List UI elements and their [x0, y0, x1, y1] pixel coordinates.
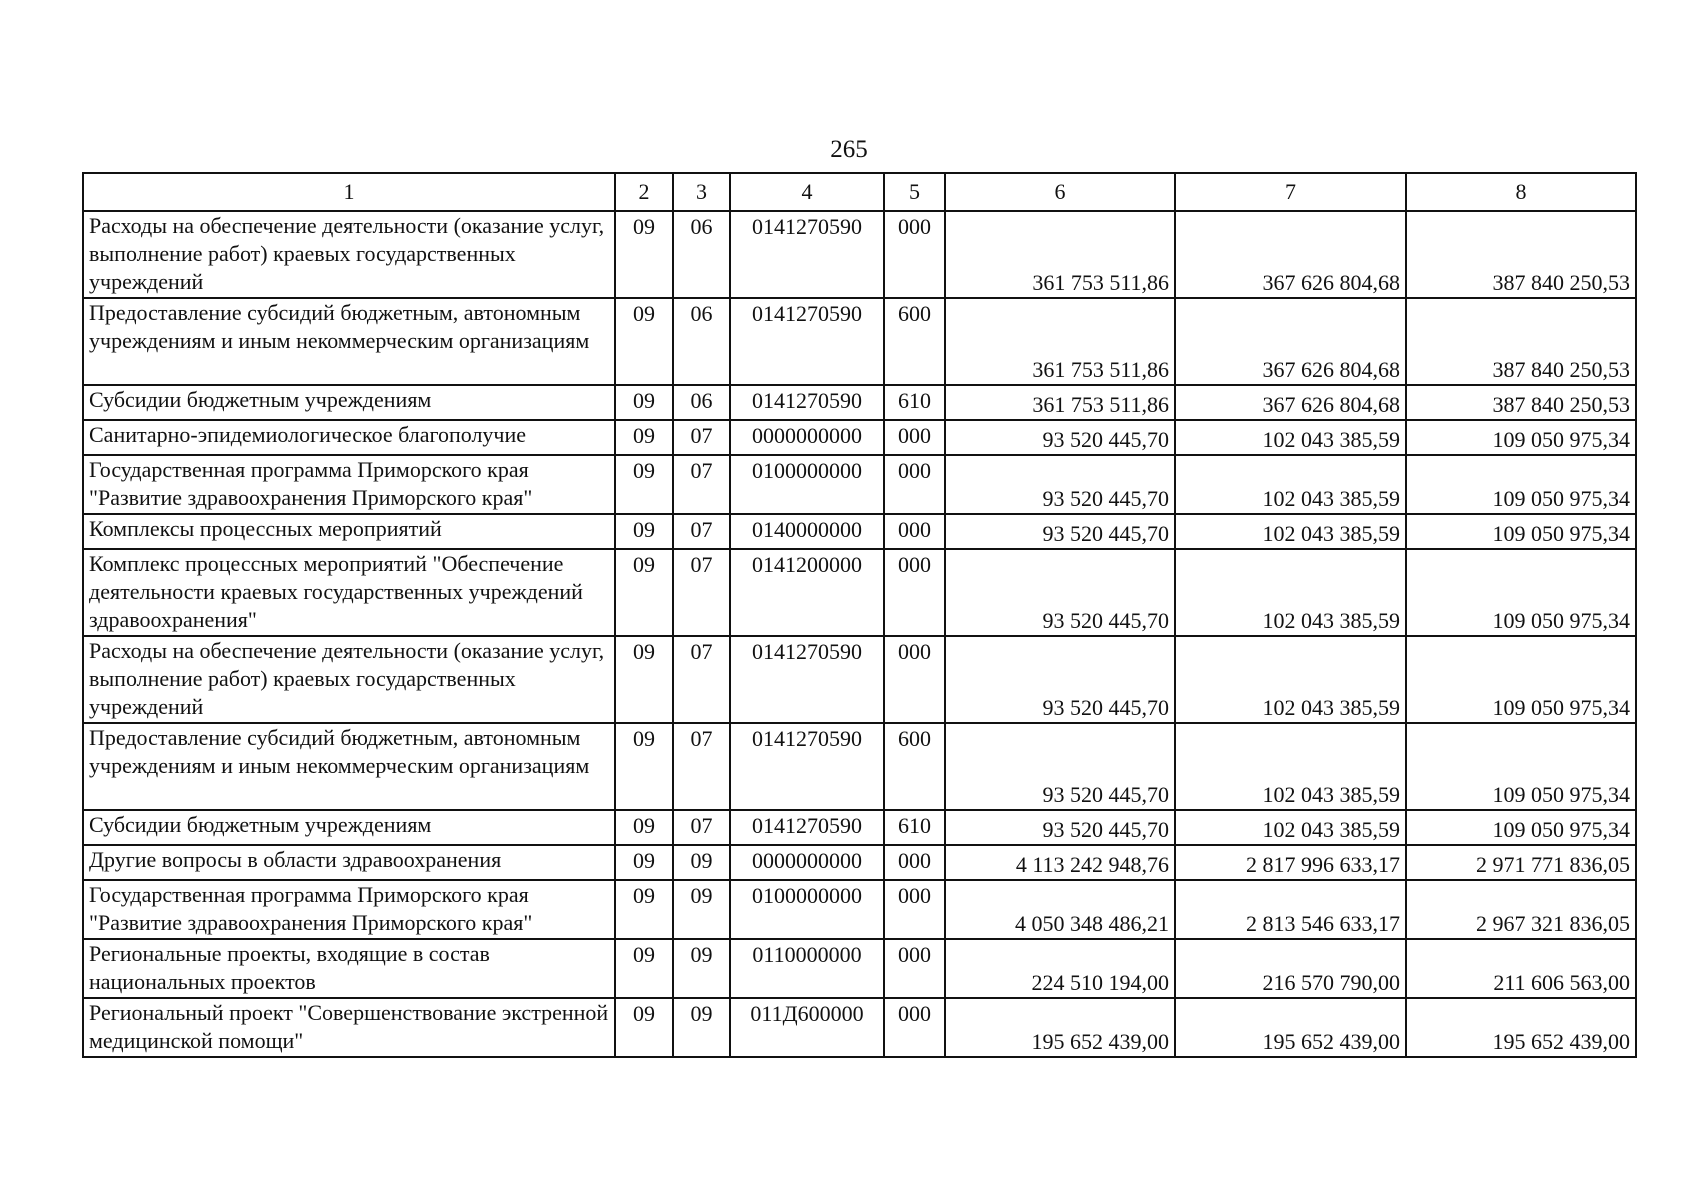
- table-row: [83, 549, 1636, 636]
- column-header: 6: [945, 173, 1175, 211]
- row-amount-6: 93 520 445,70: [945, 420, 1175, 455]
- row-amount-7: 367 626 804,68: [1175, 298, 1406, 385]
- row-code-4: 0000000000: [730, 845, 884, 880]
- row-code-4: 0110000000: [730, 939, 884, 998]
- row-code-2: 09: [615, 845, 673, 880]
- row-code-3: 06: [673, 211, 730, 298]
- row-amount-6: 361 753 511,86: [945, 385, 1175, 420]
- row-code-4: 0141200000: [730, 549, 884, 636]
- row-code-3: 07: [673, 455, 730, 514]
- row-code-5: 000: [884, 420, 945, 455]
- row-code-5: 000: [884, 455, 945, 514]
- row-amount-7: 367 626 804,68: [1175, 211, 1406, 298]
- row-code-2: 09: [615, 455, 673, 514]
- row-code-2: 09: [615, 998, 673, 1057]
- row-code-5: 000: [884, 211, 945, 298]
- row-amount-6: 4 050 348 486,21: [945, 880, 1175, 939]
- row-amount-7: 195 652 439,00: [1175, 998, 1406, 1057]
- row-amount-7: 102 043 385,59: [1175, 455, 1406, 514]
- row-code-2: 09: [615, 514, 673, 549]
- row-amount-7: 102 043 385,59: [1175, 723, 1406, 810]
- row-amount-7: 102 043 385,59: [1175, 420, 1406, 455]
- row-amount-7: 2 813 546 633,17: [1175, 880, 1406, 939]
- row-amount-8: 195 652 439,00: [1406, 998, 1636, 1057]
- row-name: Субсидии бюджетным учреждениям: [83, 385, 615, 420]
- column-header: 1: [83, 173, 615, 211]
- row-code-4: 0100000000: [730, 455, 884, 514]
- row-code-4: 0141270590: [730, 810, 884, 845]
- row-code-2: 09: [615, 810, 673, 845]
- row-name: Другие вопросы в области здравоохранения: [83, 845, 615, 880]
- row-code-5: 000: [884, 549, 945, 636]
- row-amount-6: 224 510 194,00: [945, 939, 1175, 998]
- table-header-row: [83, 173, 1636, 211]
- row-name: Государственная программа Приморского края "Развитие здравоохранения Приморского края": [83, 880, 615, 939]
- row-amount-7: 367 626 804,68: [1175, 385, 1406, 420]
- row-code-2: 09: [615, 211, 673, 298]
- row-amount-8: 2 971 771 836,05: [1406, 845, 1636, 880]
- row-code-2: 09: [615, 723, 673, 810]
- row-code-3: 07: [673, 420, 730, 455]
- row-code-4: 0000000000: [730, 420, 884, 455]
- column-header: 8: [1406, 173, 1636, 211]
- table-row: [83, 420, 1636, 455]
- row-code-4: 0141270590: [730, 723, 884, 810]
- row-code-3: 07: [673, 810, 730, 845]
- row-code-3: 07: [673, 636, 730, 723]
- row-amount-7: 102 043 385,59: [1175, 636, 1406, 723]
- column-header: 5: [884, 173, 945, 211]
- table-row: [83, 636, 1636, 723]
- row-amount-7: 2 817 996 633,17: [1175, 845, 1406, 880]
- table-row: [83, 514, 1636, 549]
- row-name: Субсидии бюджетным учреждениям: [83, 810, 615, 845]
- row-amount-8: 387 840 250,53: [1406, 385, 1636, 420]
- row-name: Региональный проект "Совершенствование экстренной медицинской помощи": [83, 998, 615, 1057]
- table-row: [83, 880, 1636, 939]
- table-row: [83, 810, 1636, 845]
- row-amount-7: 102 043 385,59: [1175, 549, 1406, 636]
- row-code-4: 0140000000: [730, 514, 884, 549]
- budget-table: [82, 172, 1637, 1058]
- row-code-5: 000: [884, 880, 945, 939]
- row-amount-8: 109 050 975,34: [1406, 420, 1636, 455]
- row-code-2: 09: [615, 939, 673, 998]
- row-amount-6: 195 652 439,00: [945, 998, 1175, 1057]
- row-code-4: 0100000000: [730, 880, 884, 939]
- row-amount-6: 93 520 445,70: [945, 810, 1175, 845]
- row-code-3: 09: [673, 845, 730, 880]
- row-code-3: 09: [673, 880, 730, 939]
- row-code-2: 09: [615, 420, 673, 455]
- row-code-5: 000: [884, 998, 945, 1057]
- row-amount-6: 93 520 445,70: [945, 514, 1175, 549]
- row-amount-8: 387 840 250,53: [1406, 298, 1636, 385]
- column-header: 7: [1175, 173, 1406, 211]
- row-amount-8: 109 050 975,34: [1406, 636, 1636, 723]
- row-amount-6: 361 753 511,86: [945, 298, 1175, 385]
- row-code-5: 610: [884, 810, 945, 845]
- row-amount-8: 109 050 975,34: [1406, 455, 1636, 514]
- row-code-5: 000: [884, 845, 945, 880]
- column-header: 2: [615, 173, 673, 211]
- table-row: [83, 211, 1636, 298]
- row-code-2: 09: [615, 549, 673, 636]
- row-code-3: 09: [673, 998, 730, 1057]
- row-code-2: 09: [615, 385, 673, 420]
- table-row: [83, 455, 1636, 514]
- table-row: [83, 298, 1636, 385]
- row-amount-6: 4 113 242 948,76: [945, 845, 1175, 880]
- row-amount-8: 387 840 250,53: [1406, 211, 1636, 298]
- row-code-3: 07: [673, 514, 730, 549]
- table-row: [83, 385, 1636, 420]
- page-number: 265: [830, 136, 868, 163]
- row-amount-6: 93 520 445,70: [945, 549, 1175, 636]
- row-amount-7: 102 043 385,59: [1175, 810, 1406, 845]
- table-row: [83, 845, 1636, 880]
- row-code-3: 06: [673, 298, 730, 385]
- row-amount-7: 216 570 790,00: [1175, 939, 1406, 998]
- column-header: 4: [730, 173, 884, 211]
- row-name: Расходы на обеспечение деятельности (оказание услуг, выполнение работ) краевых государственных учреждений: [83, 211, 615, 298]
- row-amount-6: 93 520 445,70: [945, 455, 1175, 514]
- row-amount-8: 2 967 321 836,05: [1406, 880, 1636, 939]
- row-name: Комплекс процессных мероприятий "Обеспечение деятельности краевых государственных учреждений здравоохранения": [83, 549, 615, 636]
- row-code-5: 000: [884, 514, 945, 549]
- row-code-3: 07: [673, 549, 730, 636]
- row-amount-8: 109 050 975,34: [1406, 723, 1636, 810]
- row-name: Комплексы процессных мероприятий: [83, 514, 615, 549]
- row-amount-8: 211 606 563,00: [1406, 939, 1636, 998]
- row-name: Региональные проекты, входящие в состав национальных проектов: [83, 939, 615, 998]
- row-code-4: 011Д600000: [730, 998, 884, 1057]
- row-code-2: 09: [615, 636, 673, 723]
- row-code-4: 0141270590: [730, 636, 884, 723]
- row-code-5: 600: [884, 723, 945, 810]
- row-amount-6: 361 753 511,86: [945, 211, 1175, 298]
- row-code-3: 06: [673, 385, 730, 420]
- row-amount-8: 109 050 975,34: [1406, 810, 1636, 845]
- row-name: Предоставление субсидий бюджетным, автономным учреждениям и иным некоммерческим организациям: [83, 723, 615, 810]
- row-code-5: 000: [884, 636, 945, 723]
- row-code-2: 09: [615, 298, 673, 385]
- row-name: Расходы на обеспечение деятельности (оказание услуг, выполнение работ) краевых государственных учреждений: [83, 636, 615, 723]
- row-amount-8: 109 050 975,34: [1406, 514, 1636, 549]
- row-amount-8: 109 050 975,34: [1406, 549, 1636, 636]
- table-row: [83, 723, 1636, 810]
- row-amount-7: 102 043 385,59: [1175, 514, 1406, 549]
- table-row: [83, 998, 1636, 1057]
- row-code-4: 0141270590: [730, 385, 884, 420]
- row-code-2: 09: [615, 880, 673, 939]
- row-code-4: 0141270590: [730, 211, 884, 298]
- row-name: Государственная программа Приморского края "Развитие здравоохранения Приморского края": [83, 455, 615, 514]
- row-name: Предоставление субсидий бюджетным, автономным учреждениям и иным некоммерческим организациям: [83, 298, 615, 385]
- column-header: 3: [673, 173, 730, 211]
- row-amount-6: 93 520 445,70: [945, 636, 1175, 723]
- row-name: Санитарно-эпидемиологическое благополучие: [83, 420, 615, 455]
- row-code-5: 000: [884, 939, 945, 998]
- row-code-3: 07: [673, 723, 730, 810]
- row-code-5: 600: [884, 298, 945, 385]
- row-amount-6: 93 520 445,70: [945, 723, 1175, 810]
- row-code-4: 0141270590: [730, 298, 884, 385]
- row-code-3: 09: [673, 939, 730, 998]
- row-code-5: 610: [884, 385, 945, 420]
- table-row: [83, 939, 1636, 998]
